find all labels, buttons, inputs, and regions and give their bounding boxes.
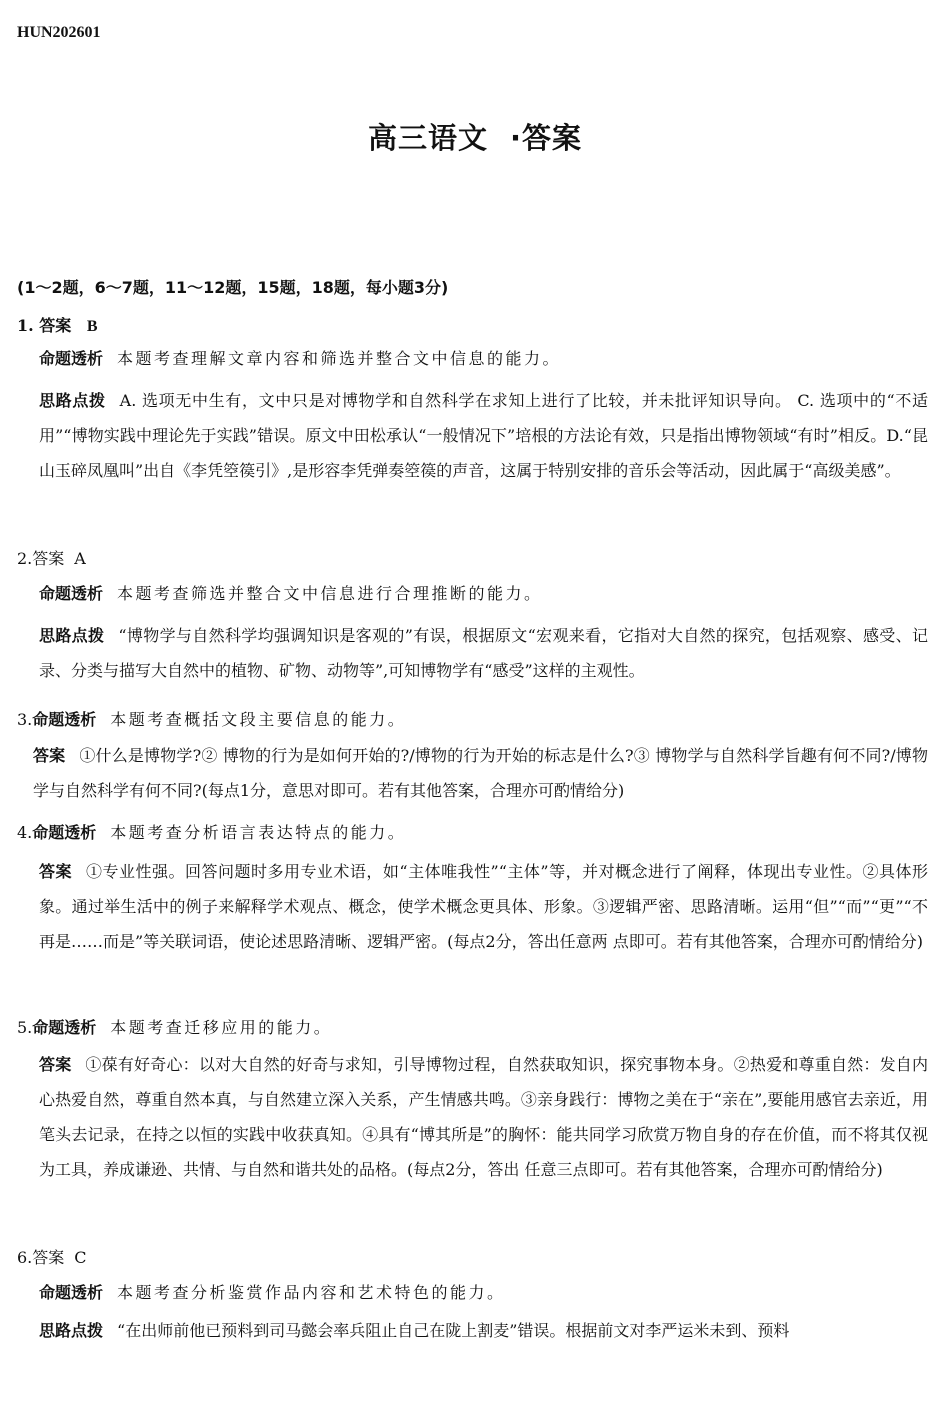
q5-answer-label: 答案: [39, 1055, 72, 1074]
q4-number: 4.: [17, 823, 33, 842]
q6-hint-label: 思路点拨: [39, 1321, 104, 1340]
q5-analysis-label: 命题透析: [32, 1018, 97, 1037]
q2-number: 2.: [17, 549, 33, 568]
q3-analysis-label: 命题透析: [32, 710, 97, 729]
q4-analysis-text: 本题考查分析语言表达特点的能力。: [110, 823, 407, 842]
q1-analysis-label: 命题透析: [39, 349, 104, 368]
q2-analysis-text: 本题考查筛选并整合文中信息进行合理推断的能力。: [117, 584, 543, 603]
q1-hint-label: 思路点拨: [39, 391, 106, 410]
q2-answer-label: 答案: [32, 549, 65, 568]
q3-answer-label: 答案: [33, 746, 66, 765]
q3-answer-text: ①什么是博物学?② 博物的行为是如何开始的?/博物的行为开始的标志是什么?③ 博物学与自然科学旨趣有何不同?/博物学与自然科学有何不同?(每点1分，意思对即可。若有其他答案，合理亦可酌情给分): [33, 746, 928, 800]
q5-analysis-text: 本题考查迁移应用的能力。: [110, 1018, 333, 1037]
q1-analysis-text: 本题考查理解文章内容和筛选并整合文中信息的能力。: [117, 349, 562, 368]
q6-analysis-text: 本题考查分析鉴赏作品内容和艺术特色的能力。: [117, 1283, 506, 1302]
exam-code: HUN202601: [17, 24, 101, 41]
q5-answer-text: ①葆有好奇心：以对大自然的好奇与求知，引导博物过程，自然获取知识，探究事物本身。②热爱和尊重自然：发自内心热爱自然，尊重自然本真，与自然建立深入关系，产生情感共鸣。③亲身践行：博物之美在于“亲在”,要能用感官去亲近，用笔头去记录，在持之以恒的实践中收获真知。④具有“博其所是”的胸怀：能共同学习欣赏万物自身的存在价值，而不将其仅视为工具，养成谦逊、共情、与自然和谐共处的品格。(每点2分，答出 任意三点即可。若有其他答案，合理亦可酌情给分): [39, 1055, 928, 1179]
q1-answer-label: 答案: [39, 316, 72, 335]
q5-number: 5.: [17, 1018, 33, 1037]
q6-analysis-label: 命题透析: [39, 1283, 104, 1302]
q4-answer-label: 答案: [39, 862, 72, 881]
scoring-note: (1～2题，6～7题，11～12题，15题，18题，每小题3分): [17, 278, 449, 297]
q6-hint-text: “在出师前他已预料到司马懿会率兵阻止自己在陇上割麦”错误。根据前文对李严运米未到、预料: [117, 1321, 790, 1340]
q1-answer-value: B: [86, 318, 98, 335]
q6-answer-label: 答案: [32, 1248, 65, 1267]
q6-analysis: [39, 1275, 928, 1310]
q1-hint: [39, 383, 928, 488]
page-title: [0, 116, 950, 157]
q4-answer-text: ①专业性强。回答问题时多用专业术语，如“主体唯我性”“主体”等，并对概念进行了阐释，体现出专业性。②具体形象。通过举生活中的例子来解释学术观点、概念，使学术概念更具体、形象。③逻辑严密、思路清晰。运用“但”“而”“更”“不再是……而是”等关联词语，使论述思路清晰、逻辑严密。(每点2分，答出任意两 点即可。若有其他答案，合理亦可酌情给分): [39, 862, 928, 951]
q2-hint-label: 思路点拨: [39, 626, 105, 645]
q2-hint: [39, 618, 928, 688]
q2-hint-text: “博物学与自然科学均强调知识是客观的”有误，根据原文“宏观来看，它指对大自然的探究，包括观察、感受、记录、分类与描写大自然中的植物、矿物、动物等”,可知博物学有“感受”这样的主观性。: [39, 626, 928, 680]
q3-analysis-text: 本题考查概括文段主要信息的能力。: [110, 710, 407, 729]
q3-answer: [33, 738, 928, 808]
q2-answer-line: [17, 546, 86, 569]
q2-analysis-label: 命题透析: [39, 584, 104, 603]
q2-answer-value: A: [74, 549, 86, 568]
q1-hint-text: A. 选项无中生有，文中只是对博物学和自然科学在求知上进行了比较，并未批评知识导向。 C. 选项中的“不适用”“博物实践中理论先于实践”错误。原文中田松承认“一般情况下”培根的方法论有效，只是指出博物领域“有时”相反。D.“昆山玉碎凤凰叫”出自《李凭箜篌引》,是形容李凭弹奏箜篌的声音，这属于特别安排的音乐会等活动，因此属于“高级美感”。: [39, 391, 928, 480]
q4-analysis-line: [17, 820, 406, 843]
q4-answer: [39, 854, 928, 959]
q5-analysis-line: [17, 1015, 332, 1038]
q5-answer: [39, 1047, 928, 1187]
q6-answer-line: [17, 1245, 87, 1268]
q6-number: 6.: [17, 1248, 33, 1267]
q6-answer-value: C: [74, 1248, 87, 1267]
q1-answer-line: [17, 313, 98, 336]
q3-number: 3.: [17, 710, 33, 729]
q2-analysis: [39, 576, 928, 611]
q1-analysis: [39, 341, 928, 376]
title-main: 高三语文: [367, 121, 488, 155]
q3-analysis-line: [17, 707, 406, 730]
title-suffix: ·答案: [509, 121, 583, 155]
q1-number: 1.: [17, 316, 34, 335]
q4-analysis-label: 命题透析: [32, 823, 97, 842]
q6-hint: [39, 1313, 928, 1353]
